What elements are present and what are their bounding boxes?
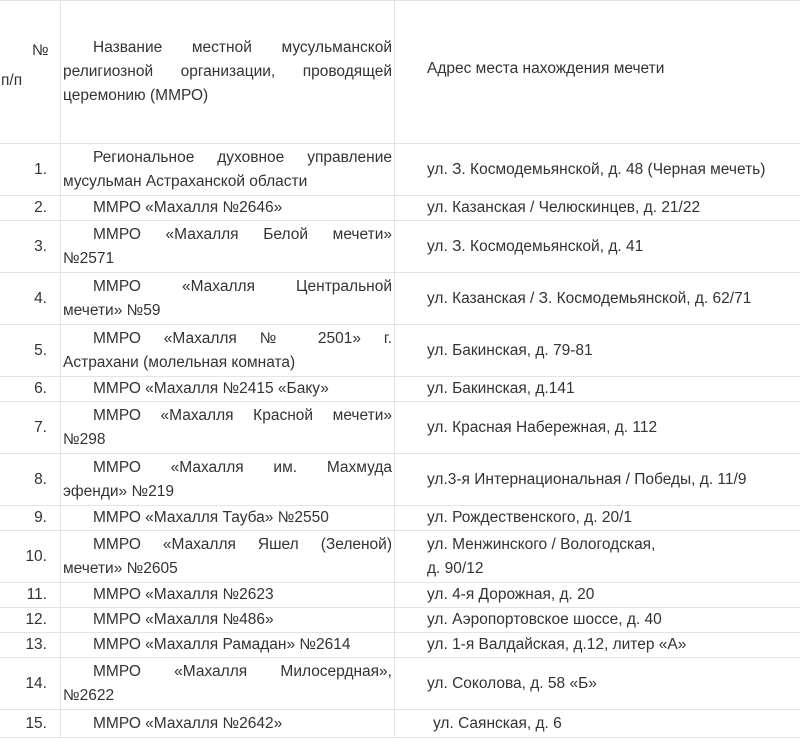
address-cell: [395, 196, 800, 221]
organization-name-cell: [61, 454, 395, 506]
table-row: [0, 402, 800, 454]
row-number: 7.: [0, 402, 61, 454]
address-cell: [395, 710, 800, 738]
organization-name-cell: [61, 710, 395, 738]
organization-name-line2: №298: [63, 430, 106, 448]
header-num-symbol: №: [32, 42, 49, 59]
table-header-row: [0, 1, 800, 144]
address-cell: [395, 633, 800, 658]
address-line1: ул. З. Космодемьянской, д. 41: [427, 237, 644, 255]
table-row: [0, 196, 800, 221]
organization-name-line1: Региональное духовное управление: [93, 148, 392, 166]
address-line1: ул. Саянская, д. 6: [433, 714, 562, 732]
address-line1: ул. 1-я Валдайская, д.12, литер «А»: [427, 636, 687, 653]
organization-name-line1: ММРО «Махалля им. Махмуда: [93, 458, 392, 476]
organization-name-line1: ММРО «Махалля №2623: [93, 586, 274, 603]
row-number: 5.: [0, 325, 61, 377]
address-line1: ул.3-я Интернациональная / Победы, д. 11/9: [427, 470, 747, 488]
organization-name-cell: [61, 583, 395, 608]
address-line1: ул. Соколова, д. 58 «Б»: [427, 674, 597, 692]
organization-name-cell: [61, 196, 395, 221]
organization-name-cell: [61, 633, 395, 658]
address-line1: ул. Казанская / Челюскинцев, д. 21/22: [427, 199, 701, 216]
organization-name-line2: мечети» №59: [63, 301, 161, 319]
address-line1: ул. Бакинская, д.141: [427, 380, 575, 397]
organization-name-line1: ММРО «Махалля Белой мечети»: [93, 225, 392, 243]
row-number: 12.: [0, 608, 61, 633]
table-row: [0, 710, 800, 738]
table-row: [0, 531, 800, 583]
address-line1: ул. 4-я Дорожная, д. 20: [427, 586, 595, 603]
organization-name-line1: ММРО «Махалля Красной мечети»: [93, 406, 392, 424]
table-row: [0, 454, 800, 506]
organization-name-line2: №2622: [63, 686, 115, 704]
header-num-cell: [0, 1, 61, 144]
table-row: [0, 221, 800, 273]
organization-name-line2: Астрахани (молельная комната): [63, 353, 296, 371]
address-cell: [395, 221, 800, 273]
address-line1: ул. Бакинская, д. 79-81: [427, 341, 593, 359]
organization-name-cell: [61, 273, 395, 325]
address-cell: [395, 325, 800, 377]
organization-name-cell: [61, 531, 395, 583]
address-line1: ул. З. Космодемьянской, д. 48 (Черная мечеть): [427, 160, 766, 178]
table-row: [0, 633, 800, 658]
header-address: Адрес места нахождения мечети: [427, 60, 665, 77]
organization-name-line1: ММРО «Махалля Милосердная»,: [93, 662, 392, 680]
organization-name-line1: ММРО «Махалля №2642»: [93, 714, 283, 732]
header-name-line2: религиозной организации, проводящей: [63, 63, 392, 80]
table-row: [0, 608, 800, 633]
table-row: [0, 658, 800, 710]
address-cell: [395, 583, 800, 608]
organization-name-line1: ММРО «Махалля № 2501» г.: [93, 329, 392, 347]
organization-name-line2: эфенди» №219: [63, 482, 174, 500]
organization-name-line2: №2571: [63, 249, 115, 267]
row-number: 15.: [0, 710, 61, 738]
organization-name-line1: ММРО «Махалля №2646»: [93, 199, 283, 216]
organization-name-line2: мусульман Астраханской области: [63, 172, 308, 190]
address-line1: ул. Казанская / З. Космодемьянской, д. 62/71: [427, 289, 752, 307]
row-number: 2.: [0, 196, 61, 221]
address-line1: ул. Красная Набережная, д. 112: [427, 418, 658, 436]
organization-name-cell: [61, 325, 395, 377]
row-number: 10.: [0, 531, 61, 583]
row-number: 6.: [0, 377, 61, 402]
row-number: 9.: [0, 506, 61, 531]
address-cell: [395, 273, 800, 325]
row-number: 13.: [0, 633, 61, 658]
address-cell: [395, 531, 800, 583]
address-cell: [395, 454, 800, 506]
table-row: [0, 583, 800, 608]
header-name-line1: Название местной мусульманской: [93, 39, 392, 56]
header-address-cell: [395, 1, 800, 144]
organization-name-cell: [61, 377, 395, 402]
address-cell: [395, 608, 800, 633]
address-line1: ул. Менжинского / Вологодская,: [427, 535, 656, 553]
table-row: [0, 377, 800, 402]
row-number: 1.: [0, 144, 61, 196]
header-name-line3: церемонию (ММРО): [63, 87, 209, 104]
organization-name-line1: ММРО «Махалля Центральной: [93, 277, 392, 295]
address-line1: ул. Рождественского, д. 20/1: [427, 509, 632, 526]
address-cell: [395, 402, 800, 454]
header-name-cell: [61, 1, 395, 144]
address-cell: [395, 506, 800, 531]
row-number: 8.: [0, 454, 61, 506]
table-row: [0, 144, 800, 196]
row-number: 14.: [0, 658, 61, 710]
row-number: 4.: [0, 273, 61, 325]
organization-name-cell: [61, 144, 395, 196]
organization-name-cell: [61, 608, 395, 633]
organization-name-cell: [61, 221, 395, 273]
organization-name-line1: ММРО «Махалля Рамадан» №2614: [93, 636, 351, 653]
table-row: [0, 506, 800, 531]
organization-name-cell: [61, 658, 395, 710]
organization-name-line1: ММРО «Махалля Яшел (Зеленой): [93, 535, 392, 553]
row-number: 11.: [0, 583, 61, 608]
organization-name-line1: ММРО «Махалля №2415 «Баку»: [93, 380, 329, 397]
address-line2: д. 90/12: [427, 559, 484, 577]
organization-name-line1: ММРО «Махалля №486»: [93, 611, 274, 628]
organization-name-cell: [61, 402, 395, 454]
address-cell: [395, 658, 800, 710]
header-num-pp: п/п: [1, 72, 23, 89]
row-number: 3.: [0, 221, 61, 273]
table-row: [0, 325, 800, 377]
table-row: [0, 273, 800, 325]
address-cell: [395, 377, 800, 402]
organization-name-cell: [61, 506, 395, 531]
organization-name-line1: ММРО «Махалля Тауба» №2550: [93, 509, 329, 526]
address-cell: [395, 144, 800, 196]
organization-name-line2: мечети» №2605: [63, 559, 178, 577]
address-line1: ул. Аэропортовское шоссе, д. 40: [427, 611, 662, 628]
